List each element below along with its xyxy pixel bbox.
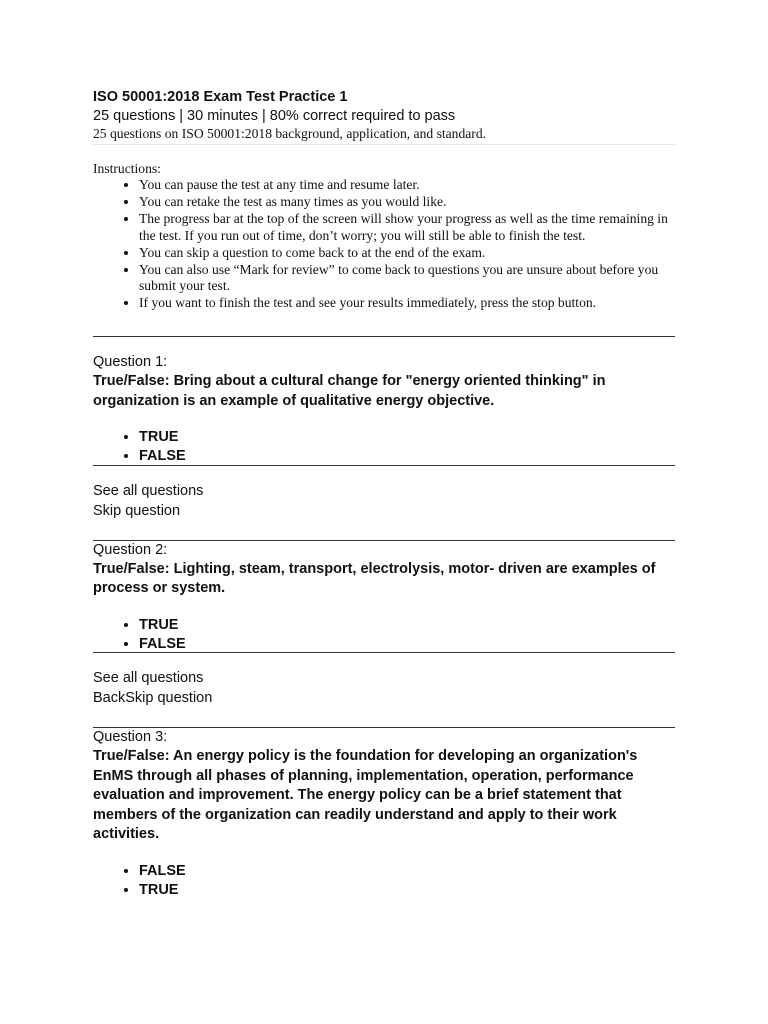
test-summary: 25 questions | 30 minutes | 80% correct required to pass [93,108,456,124]
instructions-heading: Instructions: [93,161,161,176]
instruction-item: • You can also use “Mark for review” to come back to questions you are unsure about before you submit your test. [139,262,675,296]
question-label: Question 1: [93,354,168,371]
instruction-item: • You can pause the test at any time and resume later. [139,177,675,194]
answer-options [93,428,675,466]
question-2 [93,541,675,728]
divider [93,336,675,337]
answer-option[interactable]: • FALSE [139,862,675,881]
back-skip-question-link[interactable]: BackSkip question [93,690,213,707]
question-text: True/False: An energy policy is the foundation for developing an organization's EnMS through all phases of planning, implementation, operation, performance evaluation and improvement. The energy policy can be a brief statement that members of the organization can readily understand and apply to their work activities. [93,748,638,843]
question-3 [93,728,675,900]
answer-option[interactable]: • FALSE [139,635,675,654]
instruction-item: • You can retake the test as many times as you would like. [139,194,675,211]
question-label: Question 2: [93,541,168,558]
instruction-item: • You can skip a question to come back to at the end of the exam. [139,245,675,262]
test-description: 25 questions on ISO 50001:2018 background, application, and standard. [93,125,675,145]
see-all-questions-link[interactable]: See all questions [93,670,204,687]
question-text: True/False: Lighting, steam, transport, electrolysis, motor- driven are examples of process or system. [93,560,656,597]
answer-options [93,862,675,900]
instructions-list [93,177,675,312]
question-nav [93,668,675,708]
instruction-item: • The progress bar at the top of the screen will show your progress as well as the time remaining in the test. If you run out of time, don’t worry; you will still be able to finish the test. [139,211,675,245]
question-label: Question 3: [93,729,168,746]
answer-options [93,616,675,654]
document-content [93,88,675,900]
question-1 [93,353,675,540]
page-title: ISO 50001:2018 Exam Test Practice 1 [93,89,348,105]
instruction-item: • If you want to finish the test and see your results immediately, press the stop button. [139,295,675,312]
answer-option[interactable]: • TRUE [139,881,675,900]
answer-option[interactable]: • TRUE [139,428,675,447]
see-all-questions-link[interactable]: See all questions [93,482,204,499]
question-nav [93,481,675,521]
answer-option[interactable]: • TRUE [139,616,675,635]
answer-option[interactable]: • FALSE [139,447,675,466]
question-text: True/False: Bring about a cultural change for "energy oriented thinking" in organization is an example of qualitative energy objective. [93,373,606,409]
skip-question-link[interactable]: Skip question [93,502,181,519]
